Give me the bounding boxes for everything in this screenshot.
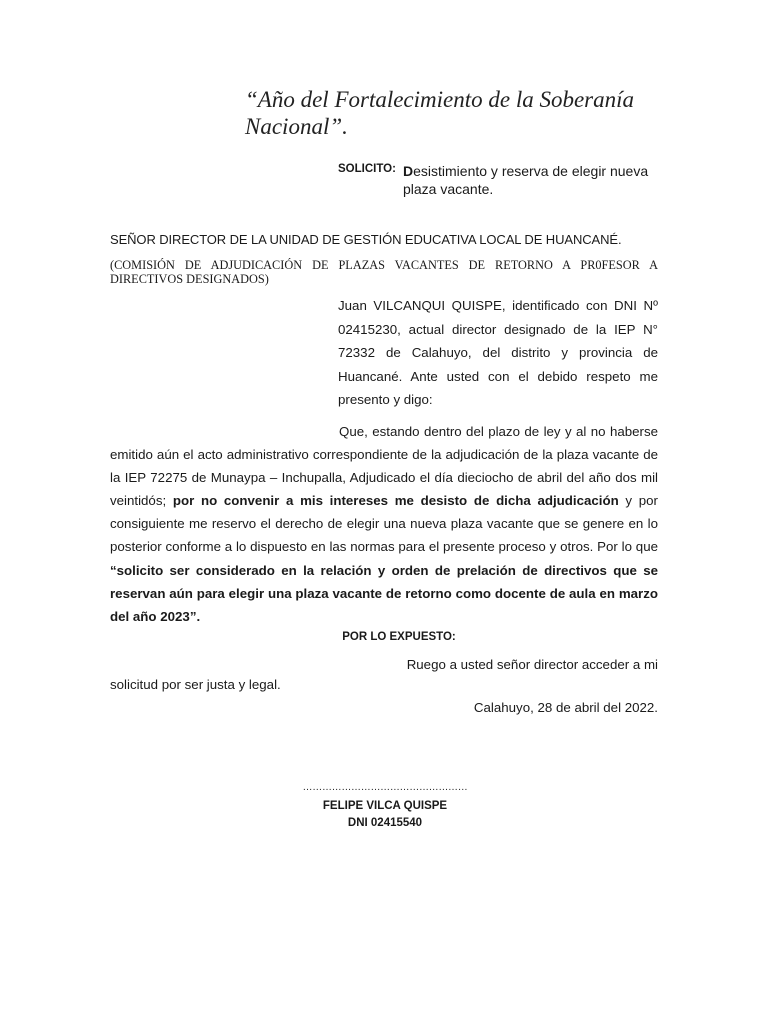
- solicito-initial: D: [403, 163, 414, 179]
- signer-name: FELIPE VILCA QUISPE: [322, 800, 448, 812]
- solicito-label: SOLICITO:: [338, 163, 396, 175]
- commission-note: (COMISIÓN DE ADJUDICACIÓN DE PLAZAS VACANTES DE RETORNO A PR0FESOR A DIRECTIVOS DESIGNADOS): [110, 258, 658, 286]
- body-part-2: y por consiguiente me reservo el derecho de elegir una nueva plaza vacante que se genere en lo posterior conforme a lo dispuesto en las normas para el presente proceso y otros. Por lo que: [110, 493, 658, 555]
- solicito-rest: esistimiento y reserva de elegir nueva plaza vacante.: [403, 163, 649, 197]
- official-motto: “Año del Fortalecimiento de la Soberanía Nacional”.: [245, 87, 635, 139]
- intro-paragraph: Juan VILCANQUI QUISPE, identificado con DNI Nº 02415230, actual director designado de la IEP N° 72332 de Calahuyo, del distrito y provincia de Huancané. Ante usted con el debido respeto me presento y digo:: [338, 298, 658, 407]
- ruego-line-1: Ruego a usted señor director acceder a mi: [406, 657, 658, 672]
- addressee-line: SEÑOR DIRECTOR DE LA UNIDAD DE GESTIÓN EDUCATIVA LOCAL DE HUANCANÉ.: [110, 232, 622, 247]
- body-part-1: Que, estando dentro del plazo de ley y al no haberse emitido aún el acto administrativo correspondiente de la adjudicación de la plaza vacante de la IEP 72275 de Munaypa – Inchupalla, Adjudicado el día dieciocho de abril del año dos mil veintidós;: [110, 424, 658, 509]
- signer-dni: DNI 02415540: [347, 817, 423, 829]
- signature-line: ……………………………………………: [302, 782, 468, 793]
- por-lo-expuesto: POR LO EXPUESTO:: [342, 631, 456, 643]
- ruego-paragraph: [110, 655, 658, 695]
- ruego-line-2: solicitud por ser justa y legal.: [110, 677, 281, 692]
- body-bold-2: “solicito ser considerado en la relación y orden de prelación de directivos que se reservan aún para elegir una plaza vacante de retorno como docente de aula en marzo del año 2023”.: [110, 562, 658, 624]
- body-bold-1: por no convenir a mis intereses me desisto de dicha adjudicación: [172, 493, 619, 509]
- place-date: Calahuyo, 28 de abril del 2022.: [473, 700, 658, 715]
- request-body: [110, 420, 658, 628]
- solicito-text: [403, 162, 663, 198]
